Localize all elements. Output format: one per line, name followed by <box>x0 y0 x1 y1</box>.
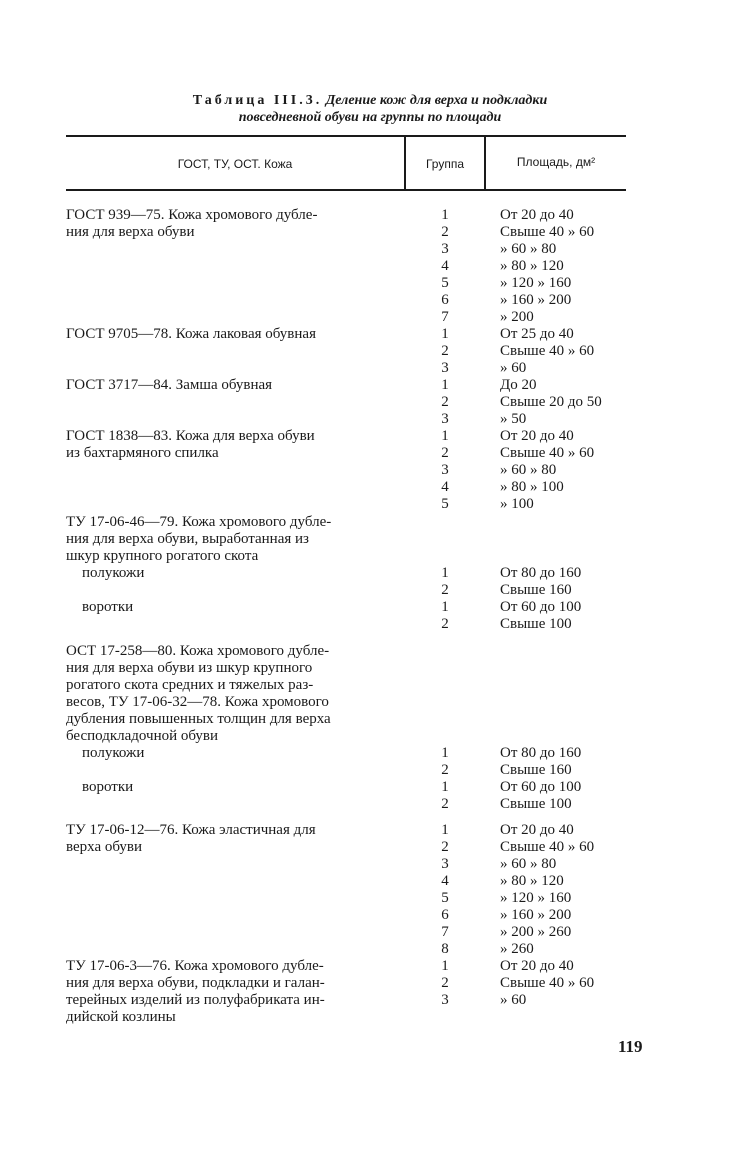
group-number: 2 <box>441 762 449 778</box>
group-number: 1 <box>441 822 449 838</box>
area-range: От 20 до 40 <box>500 207 574 223</box>
group-number: 3 <box>441 241 449 257</box>
description-line: ГОСТ 9705—78. Кожа лаковая обувная <box>66 326 316 342</box>
spacer-line <box>66 582 396 599</box>
group-number: 1 <box>441 599 449 615</box>
header-doc-column: ГОСТ, ТУ, ОСТ. Кожа <box>177 157 293 171</box>
table-title-line1: Деление кож для верха и подкладки <box>325 93 548 108</box>
description-line: ния для верха обуви, подкладки и галан- <box>66 975 325 991</box>
row-areas <box>500 428 660 513</box>
group-number: 3 <box>441 411 449 427</box>
area-range: » 120 » 160 <box>500 275 572 291</box>
area-range: » 200 <box>500 309 534 325</box>
description-line: дийской козлины <box>66 1009 176 1025</box>
table-top-rule <box>66 135 626 137</box>
area-range: » 260 <box>500 941 534 957</box>
row-areas <box>500 958 660 1009</box>
area-range: » 60 » 80 <box>500 856 557 872</box>
spacer-line <box>66 762 396 779</box>
description-line: ТУ 17-06-12—76. Кожа эластичная для <box>66 822 316 838</box>
group-number: 5 <box>441 890 449 906</box>
group-number: 7 <box>441 924 449 940</box>
description-line: ГОСТ 3717—84. Замша обувная <box>66 377 273 393</box>
page-number: 119 <box>618 1037 643 1056</box>
description-line: ОСТ 17-258—80. Кожа хромового дубле- <box>66 643 330 659</box>
sub-category-label: полукожи <box>82 565 145 581</box>
area-range: » 80 » 120 <box>500 873 564 889</box>
group-number: 1 <box>441 326 449 342</box>
group-number: 2 <box>441 975 449 991</box>
area-range: » 160 » 200 <box>500 292 572 308</box>
area-range: » 60 <box>500 360 527 376</box>
row-groups <box>430 207 460 326</box>
row-description <box>66 514 396 616</box>
row-groups <box>430 514 460 633</box>
area-range: От 60 до 100 <box>500 599 582 615</box>
area-range: » 50 <box>500 411 527 427</box>
group-number: 4 <box>441 873 449 889</box>
row-areas <box>500 822 660 958</box>
area-range: Свыше 20 до 50 <box>500 394 602 410</box>
header-group-column: Группа <box>425 157 465 171</box>
row-description <box>66 207 396 241</box>
group-number: 7 <box>441 309 449 325</box>
area-range: Свыше 100 <box>500 796 572 812</box>
group-number: 8 <box>441 941 449 957</box>
description-line: верха обуви <box>66 839 143 855</box>
row-description <box>66 377 396 394</box>
description-line: весов, ТУ 17-06-32—78. Кожа хромового <box>66 694 329 710</box>
area-range: » 60 <box>500 992 527 1008</box>
group-number: 4 <box>441 479 449 495</box>
table-caption <box>60 92 680 126</box>
area-range: Свыше 40 » 60 <box>500 975 595 991</box>
group-number: 1 <box>441 779 449 795</box>
row-description <box>66 326 396 343</box>
area-range: » 60 » 80 <box>500 241 557 257</box>
group-number: 2 <box>441 224 449 240</box>
row-groups <box>430 643 460 813</box>
description-line: из бахтармяного спилка <box>66 445 219 461</box>
row-groups <box>430 958 460 1009</box>
group-number: 3 <box>441 462 449 478</box>
sub-category-label: полукожи <box>82 745 145 761</box>
header-bottom-rule <box>66 189 626 191</box>
group-number: 1 <box>441 745 449 761</box>
row-description <box>66 643 396 796</box>
description-line: шкур крупного рогатого скота <box>66 548 259 564</box>
description-line: ния для верха обуви <box>66 224 195 240</box>
table-title-line2: повседневной обуви на группы по площади <box>238 110 502 125</box>
area-range: От 20 до 40 <box>500 958 574 974</box>
area-range: Свыше 40 » 60 <box>500 224 595 240</box>
area-range: » 120 » 160 <box>500 890 572 906</box>
group-number: 4 <box>441 258 449 274</box>
row-areas <box>500 643 660 813</box>
row-areas <box>500 377 660 428</box>
group-number: 5 <box>441 275 449 291</box>
group-number: 3 <box>441 360 449 376</box>
area-range: Свыше 160 <box>500 582 572 598</box>
area-range: От 20 до 40 <box>500 822 574 838</box>
area-range: Свыше 40 » 60 <box>500 445 595 461</box>
row-description <box>66 428 396 462</box>
group-number: 6 <box>441 292 449 308</box>
description-line: дубления повышенных толщин для верха <box>66 711 331 727</box>
area-range: Свыше 40 » 60 <box>500 839 595 855</box>
description-line: ГОСТ 1838—83. Кожа для верха обуви <box>66 428 315 444</box>
description-line: ния для верха обуви, выработанная из <box>66 531 309 547</box>
area-range: От 20 до 40 <box>500 428 574 444</box>
group-number: 1 <box>441 377 449 393</box>
sub-category-label: воротки <box>82 599 134 615</box>
area-range: До 20 <box>500 377 537 393</box>
table-label: Таблица III.3. <box>192 93 323 108</box>
description-line: ТУ 17-06-46—79. Кожа хромового дубле- <box>66 514 332 530</box>
area-range: » 200 » 260 <box>500 924 572 940</box>
group-number: 2 <box>441 582 449 598</box>
area-range: » 100 <box>500 496 534 512</box>
row-groups <box>430 377 460 428</box>
row-groups <box>430 326 460 377</box>
group-number: 2 <box>441 394 449 410</box>
area-range: » 80 » 100 <box>500 479 564 495</box>
group-number: 6 <box>441 907 449 923</box>
row-areas <box>500 207 660 326</box>
row-groups <box>430 428 460 513</box>
area-range: От 80 до 160 <box>500 565 582 581</box>
area-range: Свыше 100 <box>500 616 572 632</box>
group-number: 3 <box>441 856 449 872</box>
area-range: » 160 » 200 <box>500 907 572 923</box>
area-range: От 60 до 100 <box>500 779 582 795</box>
description-line: ТУ 17-06-3—76. Кожа хромового дубле- <box>66 958 324 974</box>
area-range: Свыше 40 » 60 <box>500 343 595 359</box>
description-line: терейных изделий из полуфабриката ин- <box>66 992 325 1008</box>
description-line: бесподкладочной обуви <box>66 728 219 744</box>
area-range: От 80 до 160 <box>500 745 582 761</box>
group-number: 2 <box>441 796 449 812</box>
row-areas <box>500 514 660 633</box>
group-number: 5 <box>441 496 449 512</box>
area-range: Свыше 160 <box>500 762 572 778</box>
group-number: 2 <box>441 616 449 632</box>
sub-category-label: воротки <box>82 779 134 795</box>
description-line: ния для верха обуви из шкур крупного <box>66 660 313 676</box>
area-range: » 80 » 120 <box>500 258 564 274</box>
row-description <box>66 822 396 856</box>
row-description <box>66 958 396 1026</box>
group-number: 3 <box>441 992 449 1008</box>
area-range: » 60 » 80 <box>500 462 557 478</box>
group-number: 2 <box>441 839 449 855</box>
description-line: ГОСТ 939—75. Кожа хромового дубле- <box>66 207 318 223</box>
group-number: 1 <box>441 207 449 223</box>
row-areas <box>500 326 660 377</box>
group-number: 1 <box>441 565 449 581</box>
group-number: 1 <box>441 428 449 444</box>
group-number: 2 <box>441 445 449 461</box>
area-range: От 25 до 40 <box>500 326 574 342</box>
header-area-column: Площадь, дм² <box>516 155 596 169</box>
group-number: 2 <box>441 343 449 359</box>
row-groups <box>430 822 460 958</box>
description-line: рогатого скота средних и тяжелых раз- <box>66 677 314 693</box>
group-number: 1 <box>441 958 449 974</box>
